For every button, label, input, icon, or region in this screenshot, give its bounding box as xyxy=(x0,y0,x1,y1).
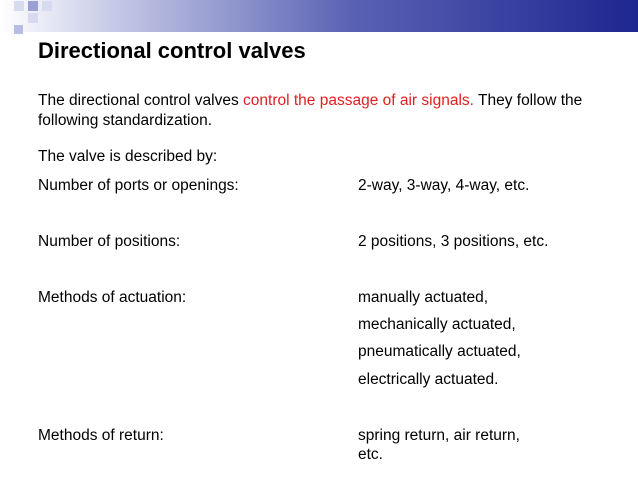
row-value-return: spring return, air return, xyxy=(358,427,520,444)
row-value-actuation: mechanically actuated, xyxy=(358,316,516,333)
row-value-actuation: pneumatically actuated, xyxy=(358,343,521,360)
decor-square xyxy=(28,13,38,23)
intro-text: They follow the following standardization. xyxy=(38,92,583,129)
decor-square xyxy=(42,1,52,11)
intro-text: The directional control valves xyxy=(38,92,244,109)
row-value-positions: 2 positions, 3 positions, etc. xyxy=(358,233,549,250)
row-value-actuation: electrically actuated. xyxy=(358,371,499,388)
row-value-ports: 2-way, 3-way, 4-way, etc. xyxy=(358,177,530,194)
row-value-actuation: manually actuated, xyxy=(358,289,489,306)
row-label-positions: Number of positions: xyxy=(38,233,181,250)
slide-title: Directional control valves xyxy=(38,38,306,63)
row-label-actuation: Methods of actuation: xyxy=(38,289,187,306)
described-by-text: The valve is described by: xyxy=(38,148,218,165)
intro-paragraph xyxy=(38,91,618,131)
header-band xyxy=(0,0,638,32)
decor-square xyxy=(14,25,23,34)
row-value-return: etc. xyxy=(358,446,383,463)
intro-highlight: control the passage of air signals. xyxy=(243,92,474,109)
row-label-return: Methods of return: xyxy=(38,427,164,444)
decor-square xyxy=(14,1,24,11)
decor-square xyxy=(28,1,38,11)
row-label-ports: Number of ports or openings: xyxy=(38,177,239,194)
